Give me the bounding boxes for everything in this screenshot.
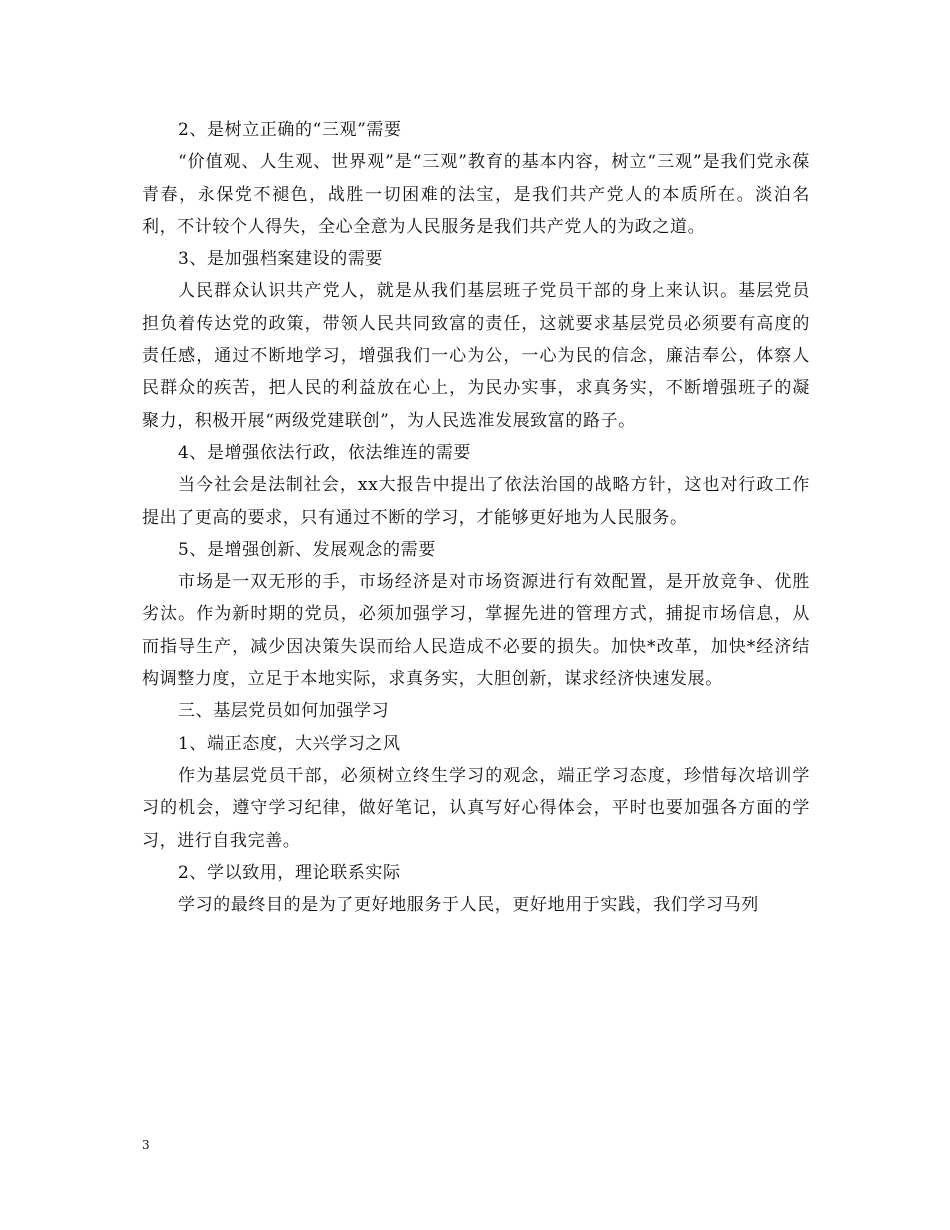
document-body bbox=[142, 114, 810, 921]
page-number: 3 bbox=[142, 1138, 150, 1152]
body-paragraph-2: 人民群众认识共产党人，就是从我们基层班子党员干部的身上来认识。基层党员担负着传达党的政策，带领人民共同致富的责任，这就要求基层党员必须要有高度的责任感，通过不断地学习，增强我们一心为公，一心为民的信念，廉洁奉公，体察人民群众的疾苦，把人民的利益放在心上，为民办实事，求真务实，不断增强班子的凝聚力，积极开展“两级党建联创”，为人民选准发展致富的路子。 bbox=[142, 281, 810, 431]
section-heading-3: 3、是加强档案建设的需要 bbox=[178, 249, 384, 270]
section-heading-4: 4、是增强依法行政，依法维连的需要 bbox=[178, 442, 472, 463]
body-paragraph-1: “价值观、人生观、世界观”是“三观”教育的基本内容，树立“三观”是我们党永葆青春，永保党不褪色，战胜一切困难的法宝，是我们共产党人的本质所在。淡泊名利，不计较个人得失，全心全意为人民服务是我们共产党人的为政之道。 bbox=[142, 152, 810, 237]
body-paragraph-6: 学习的最终目的是为了更好地服务于人民，更好地用于实践，我们学习马列 bbox=[178, 895, 759, 916]
section-heading-2: 2、是树立正确的“三观”需要 bbox=[178, 120, 402, 140]
chapter-heading-3: 三、基层党员如何加强学习 bbox=[178, 701, 390, 722]
section-heading-5: 5、是增强创新、发展观念的需要 bbox=[178, 539, 436, 560]
subsection-heading-1: 1、端正态度，大兴学习之风 bbox=[178, 733, 401, 754]
body-paragraph-4: 市场是一双无形的手，市场经济是对市场资源进行有效配置，是开放竞争、优胜劣汰。作为新时期的党员，必须加强学习，掌握先进的管理方式，捕捉市场信息，从而指导生产，减少因决策失误而给人民造成不必要的损失。加快*改革，加快*经济结构调整力度，立足于本地实际，求真务实，大胆创新，谋求经济快速发展。 bbox=[142, 572, 810, 690]
body-paragraph-3: 当今社会是法制社会，xx大报告中提出了依法治国的战略方针，这也对行政工作提出了更高的要求，只有通过不断的学习，才能够更好地为人民服务。 bbox=[142, 475, 810, 528]
subsection-heading-2: 2、学以致用，理论联系实际 bbox=[178, 862, 401, 883]
body-paragraph-5: 作为基层党员干部，必须树立终生学习的观念，端正学习态度，珍惜每次培训学习的机会，遵守学习纪律，做好笔记，认真写好心得体会，平时也要加强各方面的学习，进行自我完善。 bbox=[142, 765, 810, 851]
